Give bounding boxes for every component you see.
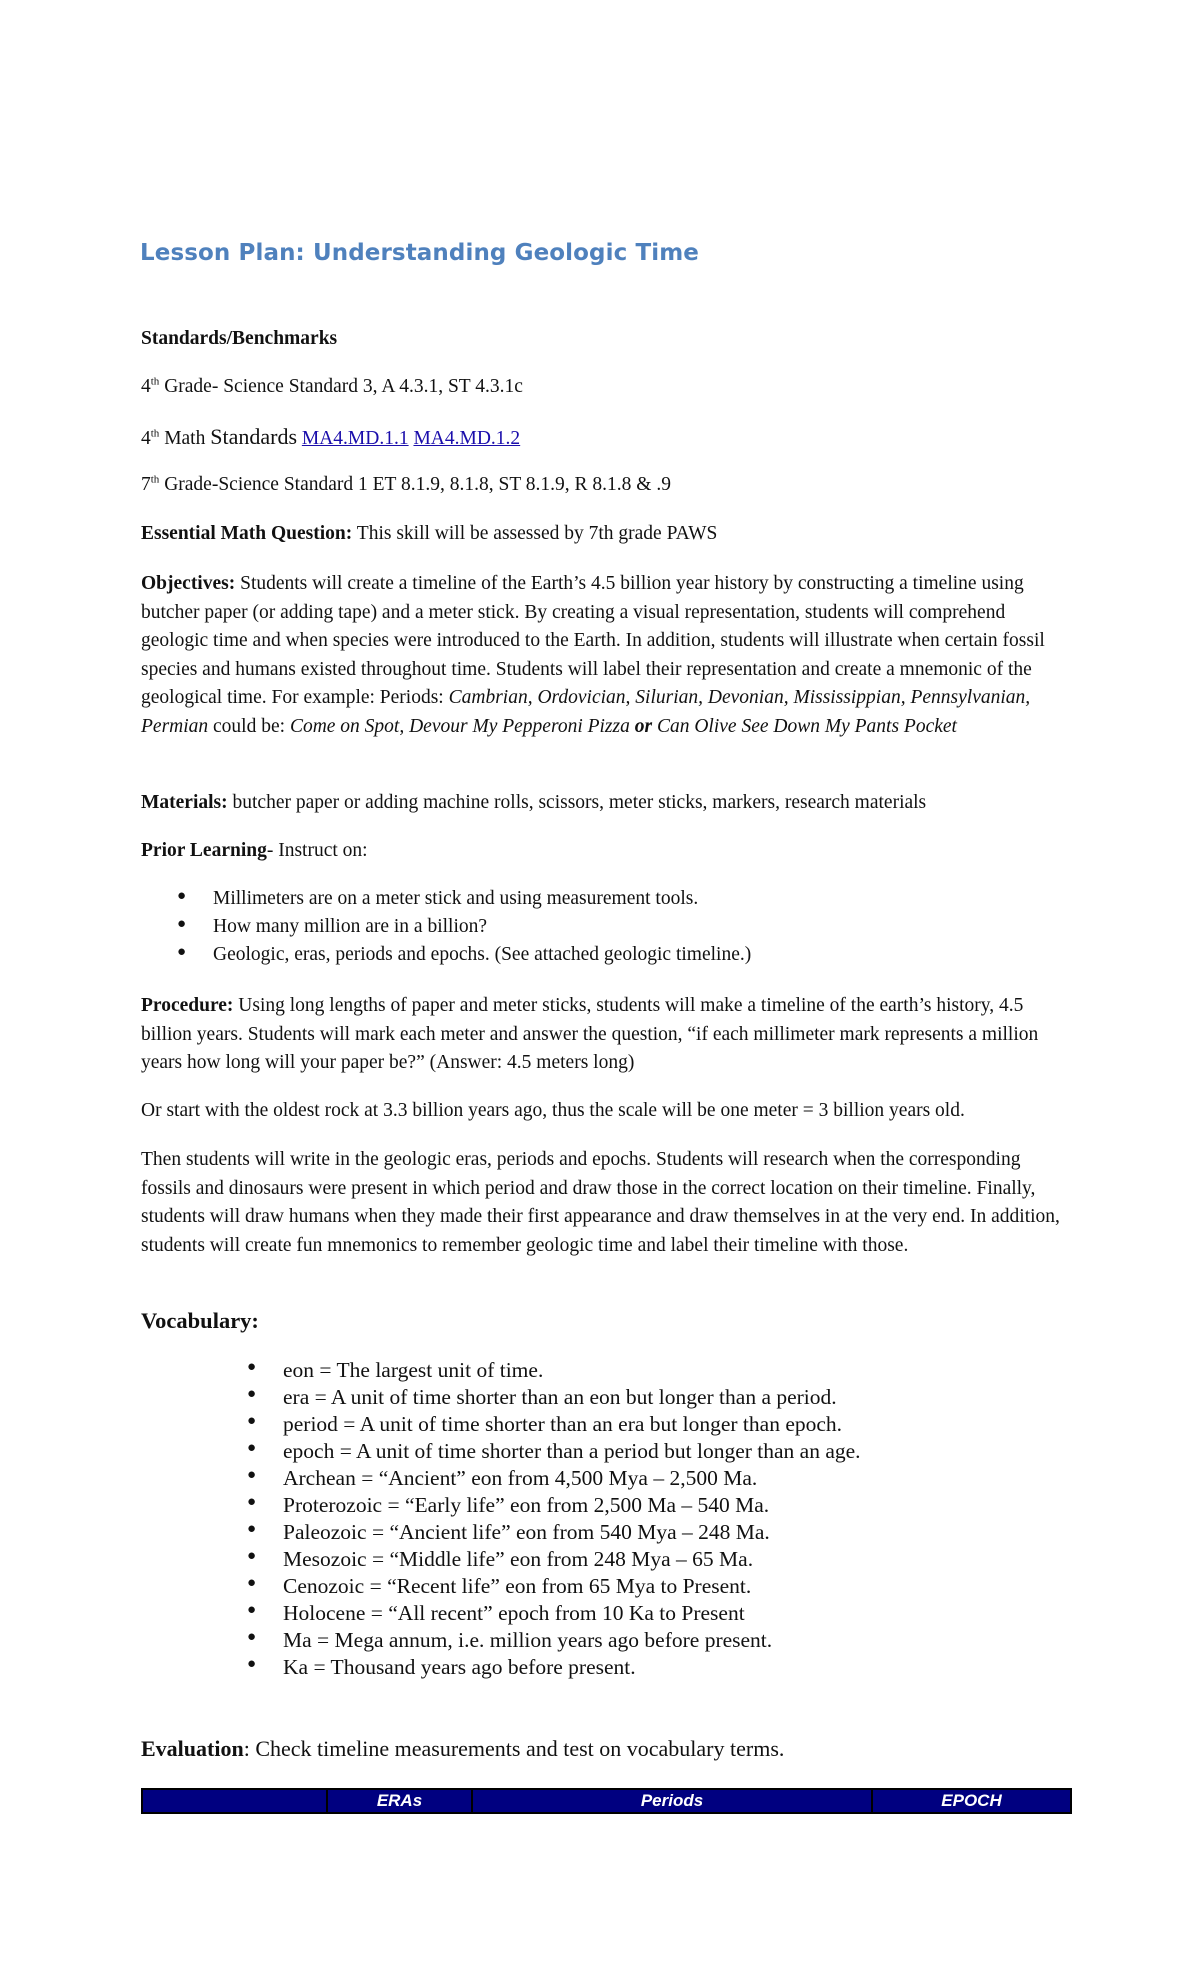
procedure-paragraph-2: Or start with the oldest rock at 3.3 billion years ago, thus the scale will be one meter = 3 billion years old. xyxy=(141,1100,965,1121)
vocab-term: Archean = “Ancient” eon from 4,500 Mya – 2,500 Ma. xyxy=(283,1466,758,1490)
essential-text: This skill will be assessed by 7th grade PAWS xyxy=(352,523,718,544)
bullet-icon: ● xyxy=(177,944,187,960)
bullet-icon: ● xyxy=(177,916,187,932)
bullet-icon: ● xyxy=(247,1602,257,1618)
vocabulary-heading: Vocabulary: xyxy=(141,1308,259,1333)
objectives-paragraph xyxy=(141,570,1071,741)
bullet-icon: ● xyxy=(177,888,187,904)
essential-question xyxy=(141,523,717,545)
evaluation-text: : Check timeline measurements and test on vocabulary terms. xyxy=(243,1736,785,1761)
bullet-icon: ● xyxy=(247,1386,257,1402)
bullet-icon: ● xyxy=(247,1467,257,1483)
list-item xyxy=(247,1547,754,1572)
list-item xyxy=(247,1574,752,1599)
list-item xyxy=(177,944,752,966)
vocab-term: era = A unit of time shorter than an eon but longer than a period. xyxy=(283,1385,837,1409)
vocab-term: Holocene = “All recent” epoch from 10 Ka to Present xyxy=(283,1601,745,1625)
standard-line-3 xyxy=(141,474,671,496)
list-item-text: How many million are in a billion? xyxy=(213,916,488,937)
standard-line-2 xyxy=(141,424,520,450)
periods-list: Cambrian, Ordovician, Silurian, Devonian, Mississippian, Pennsylvanian, Permian xyxy=(141,687,1031,737)
prior-learning xyxy=(141,840,368,862)
vocab-term: eon = The largest unit of time. xyxy=(283,1358,544,1382)
list-item xyxy=(247,1655,636,1680)
essential-label: Essential Math Question: xyxy=(141,523,353,544)
ordinal-suffix: th xyxy=(150,375,160,388)
list-item xyxy=(247,1493,770,1518)
list-item xyxy=(247,1439,861,1464)
list-item xyxy=(247,1601,745,1626)
procedure-label: Procedure: xyxy=(141,995,234,1016)
prior-text: - Instruct on: xyxy=(266,840,368,861)
grade-number: 4 xyxy=(141,376,151,397)
standard-text: Math xyxy=(159,428,211,449)
vocab-term: epoch = A unit of time shorter than a period but longer than an age. xyxy=(283,1439,861,1463)
bullet-icon: ● xyxy=(247,1656,257,1672)
standard-text: Grade- Science Standard 3, A 4.3.1, ST 4.3.1c xyxy=(159,376,523,397)
ordinal-suffix: th xyxy=(150,473,160,486)
objectives-label: Objectives: xyxy=(141,573,236,594)
procedure-paragraph xyxy=(141,992,1071,1078)
bullet-icon: ● xyxy=(247,1521,257,1537)
table-header-epoch: EPOCH xyxy=(941,1791,1002,1810)
vocab-term: period = A unit of time shorter than an era but longer than epoch. xyxy=(283,1412,843,1436)
standard-link-1[interactable]: MA4.MD.1.1 xyxy=(301,428,409,449)
objectives-text: Students will create a timeline of the Earth’s 4.5 billion year history by constructing a timeline using butcher paper (or adding tape) and a meter stick. By creating a visual representation, students will comprehend geologic time and when species were introduced to the Earth. In addition, students will illustrate when certain fossil species and humans existed throughout time. Students will label their representation and create a mnemonic of the geological time. For example: Periods: xyxy=(141,573,1045,708)
standards-heading: Standards/Benchmarks xyxy=(141,328,338,349)
objectives-could-be: could be: xyxy=(208,715,290,737)
vocab-term: Cenozoic = “Recent life” eon from 65 Mya to Present. xyxy=(283,1574,752,1598)
grade-number: 7 xyxy=(141,474,151,495)
bullet-icon: ● xyxy=(247,1440,257,1456)
table-header-periods: Periods xyxy=(473,1790,873,1812)
standard-link-2[interactable]: MA4.MD.1.2 xyxy=(413,428,521,449)
table-header-eras: ERAs xyxy=(328,1790,473,1812)
list-item xyxy=(247,1385,837,1410)
list-item xyxy=(247,1358,544,1383)
standards-word: Standards xyxy=(210,424,297,449)
table-header-cell-blank xyxy=(143,1790,328,1812)
list-item-text: Millimeters are on a meter stick and using measurement tools. xyxy=(213,888,699,909)
grade-number: 4 xyxy=(141,428,151,449)
geologic-table-header xyxy=(141,1788,1072,1814)
list-item xyxy=(247,1520,770,1545)
bullet-icon: ● xyxy=(247,1413,257,1429)
list-item-text: Geologic, eras, periods and epochs. (See attached geologic timeline.) xyxy=(213,944,752,965)
procedure-text: Using long lengths of paper and meter sticks, students will make a timeline of the earth’s history, 4.5 billion years. Students will mark each meter and answer the question, “if each millimeter mark represents a million years how long will your paper be?” (Answer: 4.5 meters long) xyxy=(141,995,1039,1073)
evaluation xyxy=(141,1736,784,1762)
vocab-term: Paleozoic = “Ancient life” eon from 540 Mya – 248 Ma. xyxy=(283,1520,770,1544)
vocab-term: Mesozoic = “Middle life” eon from 248 Mya – 65 Ma. xyxy=(283,1547,754,1571)
list-item xyxy=(177,888,699,910)
vocab-term: Proterozoic = “Early life” eon from 2,500 Ma – 540 Ma. xyxy=(283,1493,770,1517)
vocab-term: Ka = Thousand years ago before present. xyxy=(283,1655,636,1679)
materials xyxy=(141,792,926,814)
standard-line-1 xyxy=(141,376,523,398)
list-item xyxy=(247,1412,843,1437)
bullet-icon: ● xyxy=(247,1494,257,1510)
list-item xyxy=(177,916,488,938)
evaluation-label: Evaluation xyxy=(141,1736,244,1761)
mnemonic-or: or xyxy=(629,715,657,737)
vocab-term: Ma = Mega annum, i.e. million years ago before present. xyxy=(283,1628,773,1652)
ordinal-suffix: th xyxy=(150,427,160,440)
list-item xyxy=(247,1628,773,1653)
standard-text: Grade-Science Standard 1 ET 8.1.9, 8.1.8, ST 8.1.9, R 8.1.8 & .9 xyxy=(159,474,671,495)
mnemonic-1: Come on Spot, Devour My Pepperoni Pizza xyxy=(289,715,630,737)
prior-label: Prior Learning xyxy=(141,840,267,861)
page-title: Lesson Plan: Understanding Geologic Time xyxy=(140,240,699,266)
bullet-icon: ● xyxy=(247,1575,257,1591)
list-item xyxy=(247,1466,758,1491)
materials-label: Materials: xyxy=(141,792,228,813)
materials-text: butcher paper or adding machine rolls, scissors, meter sticks, markers, research materials xyxy=(227,792,927,813)
bullet-icon: ● xyxy=(247,1359,257,1375)
procedure-paragraph-3: Then students will write in the geologic eras, periods and epochs. Students will research when the corresponding fossils and dinosaurs were present in which period and draw those in the correct location on their timeline. Finally, students will draw humans when they made their first appearance and draw themselves in at the very end. In addition, students will create fun mnemonics to remember geologic time and label their timeline with those. xyxy=(141,1149,1060,1256)
bullet-icon: ● xyxy=(247,1629,257,1645)
mnemonic-2: Can Olive See Down My Pants Pocket xyxy=(656,715,957,737)
bullet-icon: ● xyxy=(247,1548,257,1564)
